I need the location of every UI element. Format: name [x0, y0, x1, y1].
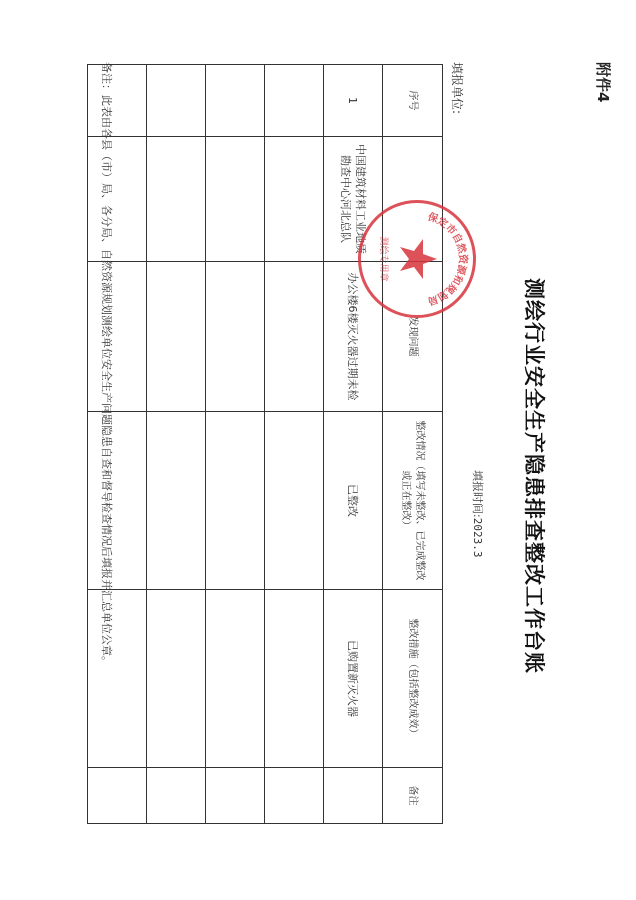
- cell-status: [147, 412, 206, 590]
- cell-note: [88, 768, 147, 824]
- seal-graphic: [361, 203, 473, 315]
- cell-measure: 已购置新灭火器: [324, 590, 383, 768]
- cell-note: [147, 768, 206, 824]
- cell-unit: [88, 137, 147, 262]
- header-status: 整改情况（填写未整改、已完成整改或正在整改）: [383, 412, 443, 590]
- table-header-row: [383, 65, 443, 824]
- table-row: [147, 65, 206, 824]
- cell-note: [265, 768, 324, 824]
- cell-serial: [147, 65, 206, 137]
- cell-serial: [206, 65, 265, 137]
- cell-measure: [206, 590, 265, 768]
- official-seal: [358, 200, 476, 318]
- hazard-ledger-table: [87, 64, 443, 824]
- seal-ring-text: 保定市自然资源和规划局: [426, 211, 468, 307]
- cell-unit: [265, 137, 324, 262]
- document-title: 测绘行业安全生产隐患排查整改工作台账: [522, 278, 546, 674]
- cell-issue: [265, 262, 324, 412]
- cell-unit: 中国建筑材料工业地质勘查中心河北总队: [324, 137, 383, 262]
- table-row: [206, 65, 265, 824]
- cell-status: 已整改: [324, 412, 383, 590]
- cell-status: [265, 412, 324, 590]
- attachment-label: 附件4: [594, 62, 612, 103]
- cell-issue: [88, 262, 147, 412]
- table-row: [324, 65, 383, 824]
- table-row: [265, 65, 324, 824]
- header-note: 备注: [383, 768, 443, 824]
- cell-issue: [147, 262, 206, 412]
- table-row: [88, 65, 147, 824]
- reporting-date-value: 2023.3: [471, 517, 484, 558]
- seal-center-text: 测绘专用章: [378, 236, 388, 282]
- cell-note: [324, 768, 383, 824]
- seal-star-icon: [400, 239, 437, 279]
- footnote: 备注：此表由各县（市）局、各分局、自然资源规划测绘单位安全生产问题隐患自查和督导检查情况后填报并汇总单位公章。: [100, 62, 113, 667]
- cell-unit: [206, 137, 265, 262]
- cell-status: [88, 412, 147, 590]
- cell-status: [206, 412, 265, 590]
- reporting-date-label: 填报时间:: [471, 470, 484, 518]
- cell-measure: [147, 590, 206, 768]
- header-measure: 整改措施（包括整改成效）: [383, 590, 443, 768]
- cell-serial: 1: [324, 65, 383, 137]
- cell-unit: [147, 137, 206, 262]
- cell-measure: [88, 590, 147, 768]
- header-serial: 序号: [383, 65, 443, 137]
- header-issue: 发现问题: [383, 262, 443, 412]
- cell-note: [206, 768, 265, 824]
- cell-issue: 办公楼6楼灭火器过期未检: [324, 262, 383, 412]
- cell-serial: [88, 65, 147, 137]
- reporting-unit-label: 填报单位:: [450, 62, 464, 115]
- cell-serial: [265, 65, 324, 137]
- reporting-date: [470, 470, 486, 557]
- cell-issue: [206, 262, 265, 412]
- cell-measure: [265, 590, 324, 768]
